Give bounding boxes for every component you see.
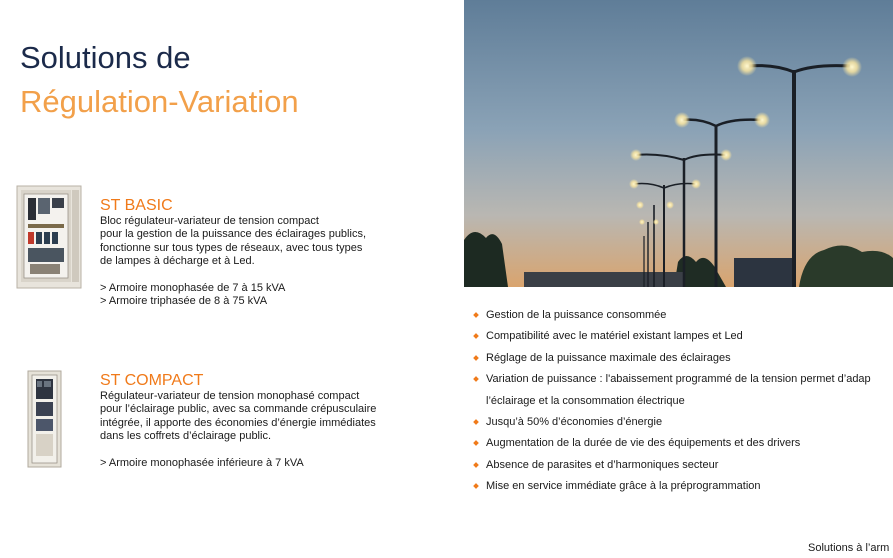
- product-st-basic: [100, 197, 420, 309]
- product-description: Régulateur-variateur de tension monophasé compact pour l’éclairage public, avec sa commande crépusculaire intégrée, il apporte des économies d’énergie immédiates dans les coffrets d’éclairage public.: [100, 390, 377, 442]
- diamond-bullet-icon: [473, 462, 479, 468]
- diamond-bullet-icon: [473, 355, 479, 361]
- diamond-bullet-icon: [473, 312, 479, 318]
- product-specs: > Armoire monophasée inférieure à 7 kVA: [100, 457, 304, 470]
- page-title-line2: Régulation-Variation: [20, 84, 299, 119]
- product-name: ST COMPACT: [100, 372, 204, 389]
- list-item: Mise en service immédiate grâce à la préprogrammation: [474, 479, 893, 500]
- st-compact-cabinet-image: [27, 370, 62, 468]
- features-list: [474, 308, 893, 501]
- list-item: Gestion de la puissance consommée: [474, 308, 893, 329]
- street-lights-photo: [464, 0, 893, 287]
- diamond-bullet-icon: [473, 441, 479, 447]
- list-item: Absence de parasites et d’harmoniques secteur: [474, 458, 893, 479]
- list-item: Jusqu’à 50% d’économies d’énergie: [474, 415, 893, 436]
- list-item: Compatibilité avec le matériel existant lampes et Led: [474, 329, 893, 350]
- list-item: Augmentation de la durée de vie des équipements et des drivers: [474, 436, 893, 457]
- diamond-bullet-icon: [473, 376, 479, 382]
- product-description: Bloc régulateur-variateur de tension compact pour la gestion de la puissance des éclairages publics, fonctionne sur tous types de réseaux, avec tous types de lampes à décharge et à Led.: [100, 215, 366, 267]
- diamond-bullet-icon: [473, 483, 479, 489]
- product-name: ST BASIC: [100, 197, 173, 214]
- list-item-continuation: l’éclairage et la consommation électrique: [486, 394, 685, 407]
- footer-text: Solutions à l’arm: [808, 542, 890, 554]
- list-item: Réglage de la puissance maximale des éclairages: [474, 351, 893, 372]
- list-item: Variation de puissance : l'abaissement programmé de la tension permet d’adap: [474, 372, 893, 393]
- product-st-compact: [100, 372, 420, 470]
- diamond-bullet-icon: [473, 419, 479, 425]
- diamond-bullet-icon: [473, 334, 479, 340]
- st-basic-cabinet-image: [16, 184, 82, 290]
- product-specs: > Armoire monophasée de 7 à 15 kVA > Armoire triphasée de 8 à 75 kVA: [100, 282, 286, 308]
- page-title-line1: Solutions de: [20, 40, 191, 75]
